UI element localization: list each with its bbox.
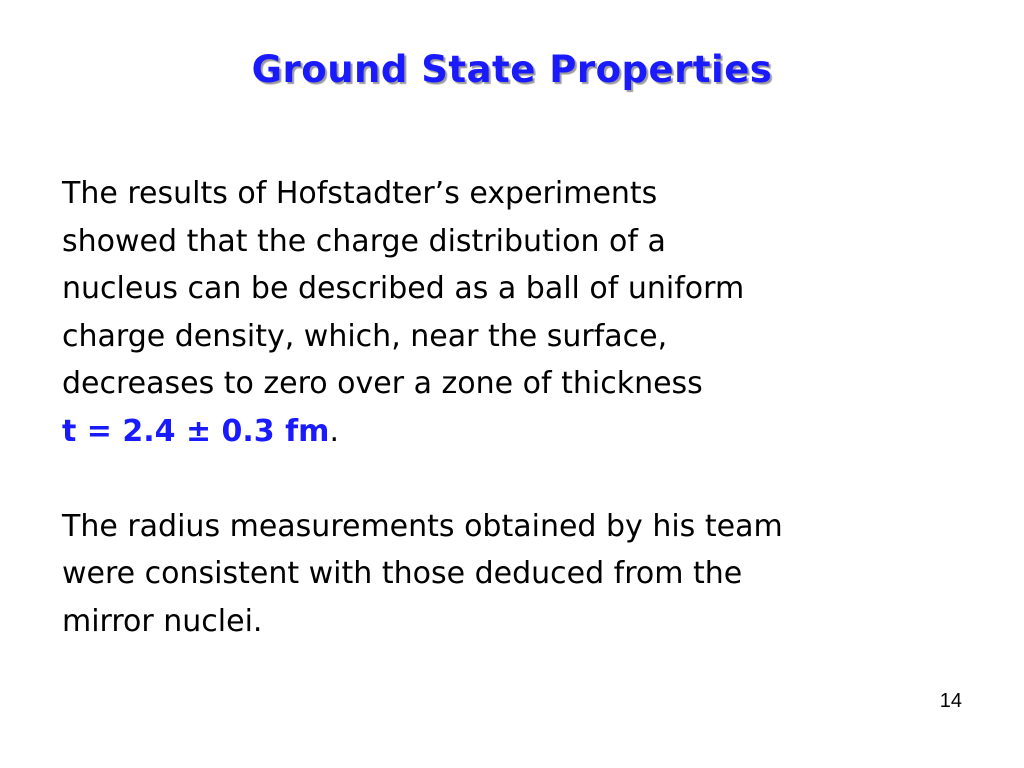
formula-line [62, 408, 962, 456]
paragraph-radius-measurements [62, 503, 962, 646]
page-number: 14 [939, 690, 962, 712]
text-line: The radius measurements obtained by his team [62, 508, 783, 544]
text-line: showed that the charge distribution of a [62, 223, 666, 259]
slide-body [62, 170, 962, 645]
thickness-formula: t = 2.4 ± 0.3 fm [62, 413, 330, 449]
text-line: charge density, which, near the surface, [62, 318, 668, 354]
text-line: mirror nuclei. [62, 603, 263, 639]
text-line: The results of Hofstadter’s experiments [62, 176, 658, 211]
slide-title: Ground State Properties [251, 48, 773, 91]
formula-period: . [329, 413, 339, 449]
text-line: nucleus can be described as a ball of uniform [62, 271, 745, 306]
text-line: were consistent with those deduced from the [62, 556, 743, 591]
text-line: decreases to zero over a zone of thickness [62, 366, 703, 401]
paragraph-hofstadter-results [62, 170, 962, 455]
